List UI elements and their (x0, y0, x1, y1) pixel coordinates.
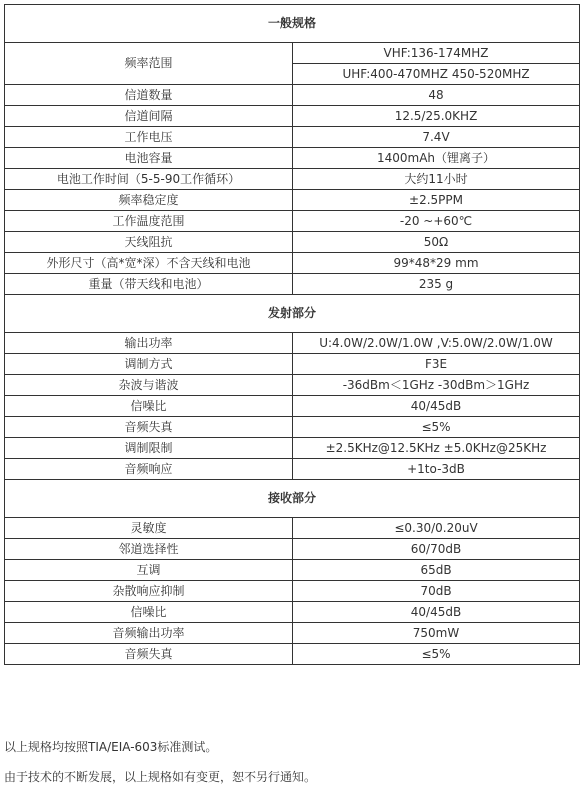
spec-label: 信道数量 (5, 85, 293, 106)
spec-label: 信噪比 (5, 396, 293, 417)
table-row (5, 274, 580, 295)
table-row (5, 623, 580, 644)
table-row (5, 232, 580, 253)
spec-label: 频率范围 (5, 43, 293, 85)
spec-label: 音频失真 (5, 417, 293, 438)
spec-label: 信噪比 (5, 602, 293, 623)
spec-value: 235 g (293, 274, 580, 295)
spec-value: ≤5% (293, 417, 580, 438)
spec-label: 天线阻抗 (5, 232, 293, 253)
table-row (5, 106, 580, 127)
table-row (5, 396, 580, 417)
spec-value: ≤5% (293, 644, 580, 665)
table-row (5, 539, 580, 560)
footnote-disclaimer: 由于技术的不断发展，以上规格如有变更，恕不另行通知。 (4, 770, 317, 784)
spec-value: UHF:400-470MHZ 450-520MHZ (293, 64, 580, 85)
spec-value: 99*48*29 mm (293, 253, 580, 274)
spec-value: 750mW (293, 623, 580, 644)
table-row (5, 169, 580, 190)
table-row (5, 417, 580, 438)
spec-label: 音频输出功率 (5, 623, 293, 644)
spec-value: U:4.0W/2.0W/1.0W ,V:5.0W/2.0W/1.0W (293, 333, 580, 354)
spec-table (4, 4, 580, 665)
spec-label: 工作电压 (5, 127, 293, 148)
table-row (5, 43, 580, 64)
transmit-rows (5, 333, 580, 480)
table-row (5, 375, 580, 396)
spec-label: 音频失真 (5, 644, 293, 665)
table-row (5, 148, 580, 169)
spec-label: 调制方式 (5, 354, 293, 375)
section-header-general (5, 5, 580, 43)
spec-value: 7.4V (293, 127, 580, 148)
table-row (5, 85, 580, 106)
spec-value: 50Ω (293, 232, 580, 253)
spec-value: ±2.5PPM (293, 190, 580, 211)
spec-value: F3E (293, 354, 580, 375)
spec-value: VHF:136-174MHZ (293, 43, 580, 64)
table-row (5, 127, 580, 148)
table-row (5, 333, 580, 354)
table-row (5, 438, 580, 459)
section-title-transmit: 发射部分 (5, 295, 580, 333)
table-row (5, 211, 580, 232)
spec-value: 48 (293, 85, 580, 106)
footnote-standard: 以上规格均按照TIA/EIA-603标准测试。 (4, 740, 218, 754)
section-header-transmit (5, 295, 580, 333)
spec-value: 大约11小时 (293, 169, 580, 190)
spec-label: 电池工作时间（5-5-90工作循环） (5, 169, 293, 190)
table-row (5, 602, 580, 623)
general-rows (5, 85, 580, 295)
section-title-receive: 接收部分 (5, 480, 580, 518)
spec-label: 电池容量 (5, 148, 293, 169)
spec-label: 灵敏度 (5, 518, 293, 539)
spec-value: +1to-3dB (293, 459, 580, 480)
spec-label: 音频响应 (5, 459, 293, 480)
spec-label: 杂波与谐波 (5, 375, 293, 396)
section-title-general: 一般规格 (5, 5, 580, 43)
table-row (5, 581, 580, 602)
spec-label: 输出功率 (5, 333, 293, 354)
section-header-receive (5, 480, 580, 518)
table-row (5, 190, 580, 211)
spec-label: 杂散响应抑制 (5, 581, 293, 602)
spec-value: 40/45dB (293, 396, 580, 417)
spec-label: 外形尺寸（高*宽*深）不含天线和电池 (5, 253, 293, 274)
spec-label: 调制限制 (5, 438, 293, 459)
spec-label: 工作温度范围 (5, 211, 293, 232)
spec-value: ≤0.30/0.20uV (293, 518, 580, 539)
spec-value: 70dB (293, 581, 580, 602)
spec-value: 40/45dB (293, 602, 580, 623)
table-row (5, 560, 580, 581)
spec-value: -36dBm＜1GHz -30dBm＞1GHz (293, 375, 580, 396)
spec-value: 1400mAh（锂离子） (293, 148, 580, 169)
spec-value: 65dB (293, 560, 580, 581)
table-row (5, 518, 580, 539)
spec-label: 互调 (5, 560, 293, 581)
spec-label: 邻道选择性 (5, 539, 293, 560)
spec-label: 信道间隔 (5, 106, 293, 127)
table-row (5, 459, 580, 480)
table-row (5, 354, 580, 375)
spec-value: 12.5/25.0KHZ (293, 106, 580, 127)
receive-rows (5, 518, 580, 665)
table-row (5, 253, 580, 274)
table-row (5, 644, 580, 665)
spec-value: 60/70dB (293, 539, 580, 560)
spec-label: 重量（带天线和电池） (5, 274, 293, 295)
spec-value: ±2.5KHz@12.5KHz ±5.0KHz@25KHz (293, 438, 580, 459)
spec-label: 频率稳定度 (5, 190, 293, 211)
footnotes (4, 738, 316, 798)
spec-value: -20 ~+60℃ (293, 211, 580, 232)
